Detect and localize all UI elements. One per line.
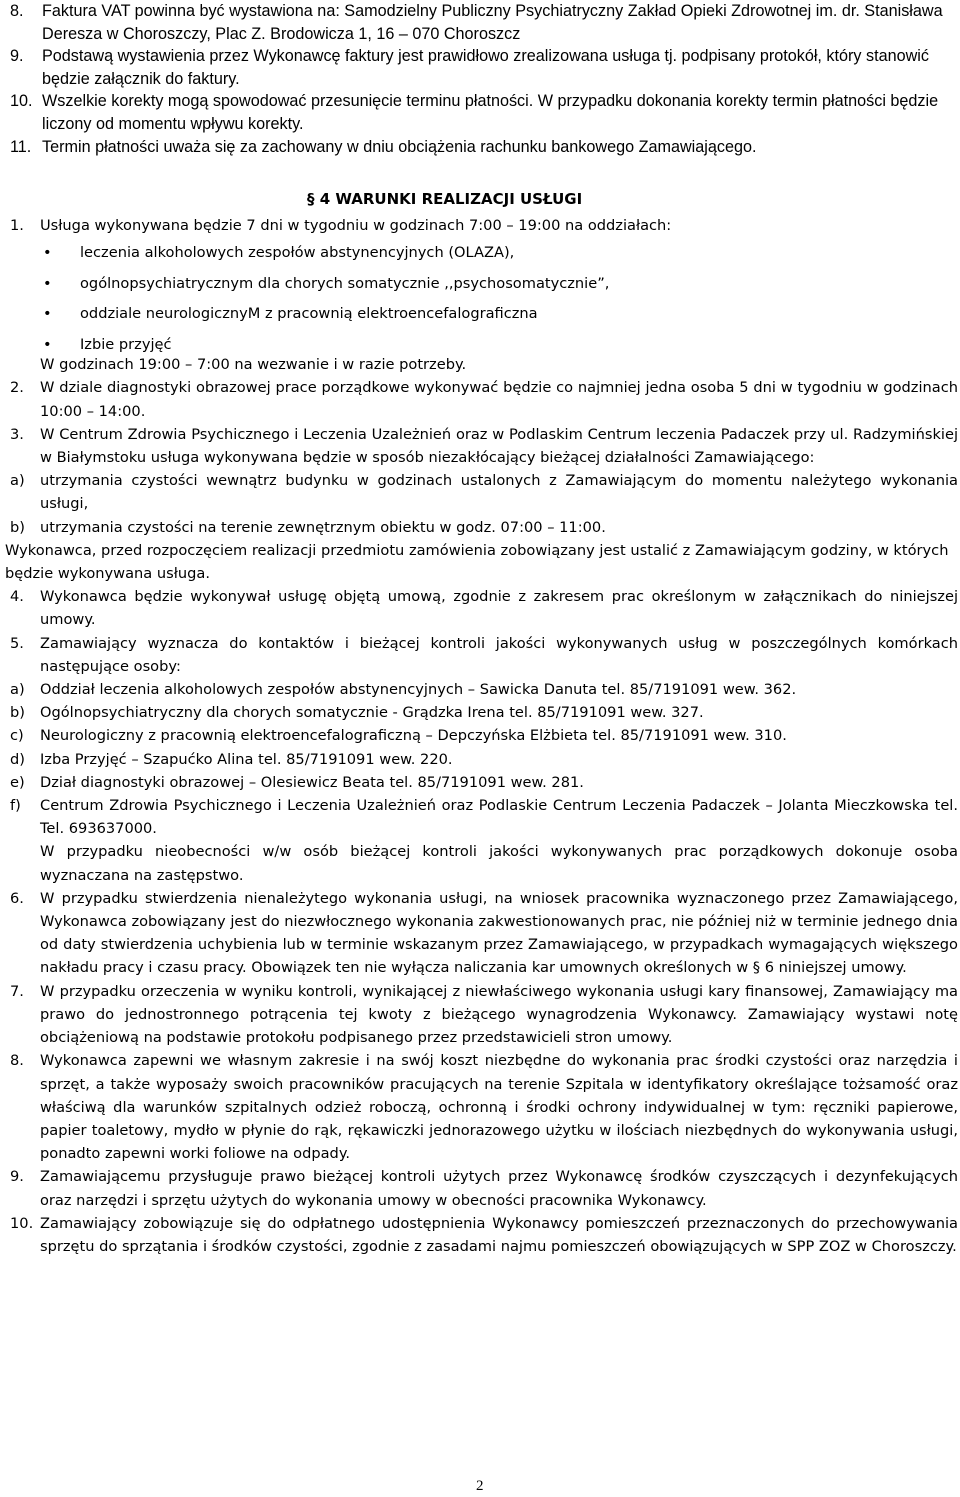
item-text: Faktura VAT powinna być wystawiona na: Samodzielny Publiczny Psychiatryczny Zakład Opieki Zdrowotnej im. dr. Stanisława Deresza w Choroszczy, Plac Z. Brodowicza 1, 16 – 070 Choroszcz [42, 2, 943, 43]
item-number: 11. [10, 137, 32, 156]
list-item [10, 90, 958, 135]
item-number: 4. [10, 588, 24, 606]
item-label: b) [10, 518, 25, 536]
item-text: Podstawą wystawienia przez Wykonawcę faktury jest prawidłowo zrealizowana usługa tj. podpisany protokół, który stanowić będzie załącznik do faktury. [42, 47, 929, 88]
item-text: W godzinach 19:00 – 7:00 na wezwanie i w razie potrzeby. [40, 356, 467, 374]
item-text: Termin płatności uważa się za zachowany w dniu obciążenia rachunku bankowego Zamawiającego. [42, 137, 757, 156]
paragraph-6 [10, 887, 958, 980]
paragraph-8 [10, 1049, 958, 1165]
bullet: • [43, 335, 52, 353]
paragraph-10 [10, 1212, 958, 1258]
item-label: b) [10, 704, 25, 722]
item-text: Usługa wykonywana będzie 7 dni w tygodniu w godzinach 7:00 – 19:00 na oddziałach: [40, 217, 672, 234]
list-item [10, 45, 958, 90]
page-number: 2 [476, 1478, 484, 1494]
item-text: Zamawiający zobowiązuje się do odpłatnego udostępnienia Wykonawcy pomieszczeń przeznaczonych do przechowywania sprzętu do sprzątania i środków czystości, zgodnie z zasadami najmu pomieszczeń obowiązujących w SPP ZOZ w Choroszczy. [40, 1214, 958, 1255]
item-number: 7. [10, 982, 24, 1000]
item-number: 3. [10, 425, 24, 443]
absence-note [10, 840, 958, 886]
item-text: Wykonawca będzie wykonywał usługę objętą umową, zgodnie z zakresem prac określonym w załącznikach do niniejszej umowy. [40, 588, 958, 629]
bullet-item: • leczenia alkoholowych zespołów abstynencyjnych (OLAZA), [40, 238, 958, 269]
item-text: Centrum Zdrowia Psychicznego i Leczenia Uzależnień oraz Podlaskie Centrum Leczenia Padaczek – Jolanta Mieczkowska tel. Tel. 693637000. [40, 797, 958, 838]
item-label: a) [10, 472, 25, 490]
list-item [10, 136, 958, 159]
item-text: utrzymania czystości na terenie zewnętrznym obiektu w godz. 07:00 – 11:00. [40, 518, 606, 536]
item-text: Zamawiający wyznacza do kontaktów i bieżącej kontroli jakości wykonywanych usług w poszczególnych komórkach następujące osoby: [40, 634, 958, 675]
item-label: c) [10, 727, 24, 745]
item-number: 2. [10, 379, 24, 397]
item-text: W dziale diagnostyki obrazowej prace porządkowe wykonywać będzie co najmniej jedna osoba 5 dni w tygodniu w godzinach 10:00 – 14:00. [40, 379, 958, 420]
paragraph-1 [10, 214, 958, 376]
contact-item [10, 771, 958, 794]
item-label: f) [10, 797, 21, 815]
paragraph-3 [10, 423, 958, 469]
item-number: 10. [10, 92, 33, 111]
sub-item [10, 469, 958, 515]
item-label: e) [10, 773, 25, 791]
item-text: Neurologiczny z pracownią elektroencefalograficzną – Depczyńska Elżbieta tel. 85/7191091 wew. 310. [40, 727, 787, 745]
item-number: 9. [10, 47, 24, 66]
paragraph-9 [10, 1165, 958, 1211]
item-text: Ogólnopsychiatryczny dla chorych somatycznie - Grądzka Irena tel. 85/7191091 wew. 327. [40, 704, 704, 722]
sub-item [10, 516, 958, 539]
bullet-item: • ogólnopsychiatrycznym dla chorych somatycznie ,,psychosomatycznie”, [40, 269, 958, 300]
item-text: Oddział leczenia alkoholowych zespołów abstynencyjnych – Sawicka Danuta tel. 85/7191091 wew. 362. [40, 681, 797, 699]
paragraph-5 [10, 632, 958, 678]
item-text: Wszelkie korekty mogą spowodować przesunięcie terminu płatności. W przypadku dokonania korekty termin płatności będzie liczony od momentu wpływu korekty. [42, 92, 939, 133]
paragraph-2 [10, 376, 958, 422]
bullet-item: • Izbie przyjęć [40, 330, 958, 361]
contact-item [10, 701, 958, 724]
paragraph-7 [10, 980, 958, 1050]
item-text: utrzymania czystości wewnątrz budynku w godzinach ustalonych z Zamawiającym do momentu należytego wykonania usługi, [40, 472, 958, 513]
section-body [5, 214, 958, 1258]
item-text: W Centrum Zdrowia Psychicznego i Leczenia Uzależnień oraz w Podlaskim Centrum leczenia Padaczek przy ul. Radzymińskiej w Białymstoku usługa wykonywana będzie w sposób niezakłócający bieżącej działalności Zamawiającego: [40, 425, 958, 467]
item-number: 5. [10, 634, 24, 652]
item-number: 6. [10, 889, 24, 907]
payment-terms-list [10, 0, 958, 158]
contact-item [10, 794, 958, 840]
item-number: 9. [10, 1168, 24, 1186]
item-number: 8. [10, 2, 24, 20]
list-item [10, 0, 958, 45]
contact-item [10, 678, 958, 701]
bullet-item: • oddziale neurologicznyM z pracownią elektroencefalograficzna [40, 299, 958, 330]
item-text: W przypadku stwierdzenia nienależytego wykonania usługi, na wniosek pracownika wyznaczonego przez Zamawiającego, Wykonawca zobowiązany jest do niezwłocznego wykonania zakwestionowanych prac, nie później niż w terminie jednego dnia od daty stwierdzenia uchybienia lub w terminie wskazanym przez Zamawiającego, w przypadkach wymagających większego nakładu pracy i czasu pracy. Obowiązek ten nie wyłącza naliczania kar umownych określonych w § 6 niniejszej umowy. [40, 889, 958, 977]
item-label: d) [10, 750, 25, 768]
bullet: • [43, 274, 52, 292]
contact-item [10, 748, 958, 771]
item-text: Dział diagnostyki obrazowej – Olesiewicz Beata tel. 85/7191091 wew. 281. [40, 773, 584, 791]
item-number: 8. [10, 1052, 24, 1070]
contractor-note: Wykonawca, przed rozpoczęciem realizacji przedmiotu zamówienia zobowiązany jest ustalić z Zamawiającym godziny, w których będzie wykonywana usługa. [5, 541, 949, 583]
item-text: Wykonawca zapewni we własnym zakresie i na swój koszt niezbędne do wykonania prac środki czystości oraz narzędzia i sprzęt, a także wyposaży swoich pracowników pracujących na terenie Szpitala w identyfikatory określające tożsamość oraz właściwą dla warunków szpitalnych odzież roboczą, ochronną i środki ochrony indywidualnej w tym: ręczniki papierowe, papier toaletowy, mydło w płynie do rąk, rękawiczki jednorazowego użytku w ilościach niezbędnych do wykonywania usługi, ponadto zapewni worki foliowe na odpady. [40, 1052, 958, 1163]
section-heading: § 4 WARUNKI REALIZACJI USŁUGI [307, 190, 583, 208]
bullet: • [43, 305, 52, 323]
paragraph-4 [10, 585, 958, 631]
item-text: Izba Przyjęć – Szapućko Alina tel. 85/7191091 wew. 220. [40, 750, 453, 768]
item-number: 10. [10, 1214, 34, 1232]
item-text: W przypadku nieobecności w/w osób bieżącej kontroli jakości wykonywanych prac porządkowych dokonuje osoba wyznaczana na zastępstwo. [40, 843, 958, 884]
item-text: W przypadku orzeczenia w wyniku kontroli, wynikającej z niewłaściwego wykonania usługi kary finansowej, Zamawiający ma prawo do jednostronnego potrącenia tej kwoty z bieżącego wynagrodzenia Wykonawcy. Zamawiający wystawi notę obciążeniową na podstawie protokołu podpisanego przez przedstawicieli stron umowy. [40, 982, 958, 1047]
item-label: a) [10, 681, 25, 699]
item-number: 1. [10, 217, 24, 234]
item-text: Zamawiającemu przysługuje prawo bieżącej kontroli użytych przez Wykonawcę środków czyszczących i dezynfekujących oraz narzędzi i sprzętu użytych do wykonania umowy w obecności pracownika Wykonawcy. [40, 1168, 958, 1209]
contact-item [10, 724, 958, 747]
bullet: • [43, 244, 52, 262]
